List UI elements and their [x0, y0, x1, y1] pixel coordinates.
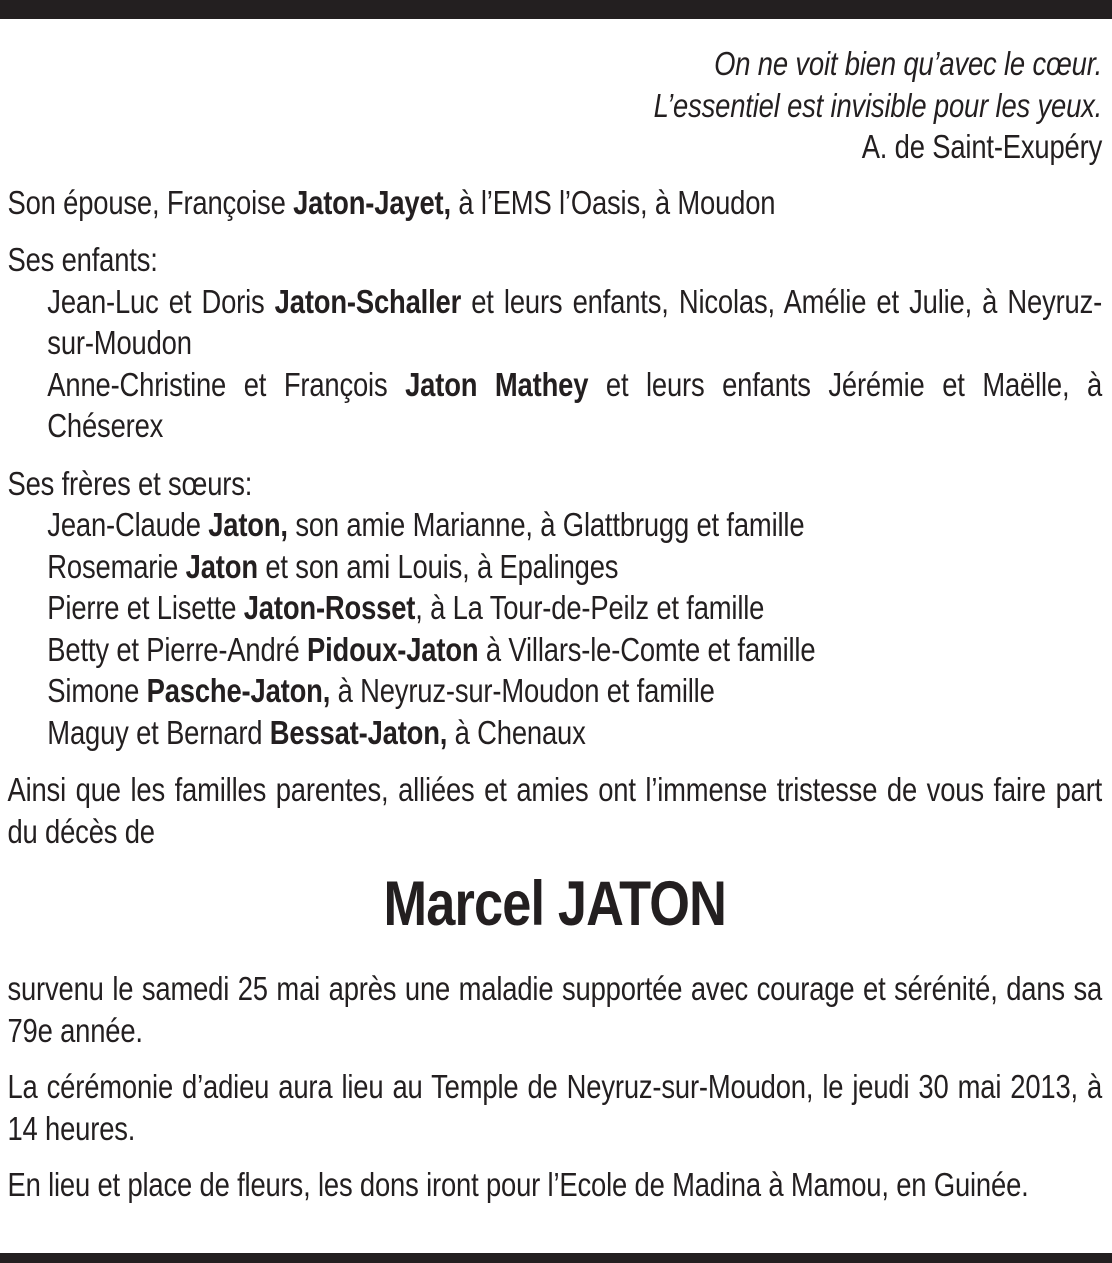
siblings-section	[7, 463, 1102, 754]
sibling-post-text: à Neyruz-sur-Moudon et famille	[330, 672, 715, 709]
child-family-name: Jaton-Schaller	[274, 282, 462, 320]
epigraph	[7, 43, 1102, 168]
sibling-pre-text: Rosemarie	[47, 547, 186, 585]
sibling-post-text: à Villars-le-Comte et famille	[478, 630, 816, 668]
spouse-family-name: Jaton-Jayet,	[293, 183, 451, 221]
siblings-label: Ses frères et sœurs:	[7, 464, 253, 502]
sibling-post-text: , à La Tour-de-Peilz et famille	[415, 589, 765, 626]
sibling-item	[7, 546, 1102, 588]
ceremony-details: La cérémonie d’adieu aura lieu au Temple de Neyruz-sur-Moudon, le jeudi 30 mai 2013, à 14 heures.	[7, 1068, 1103, 1147]
sibling-pre-text: Maguy et Bernard	[47, 713, 270, 751]
sibling-post-text: à Chenaux	[447, 713, 586, 751]
donation-details: En lieu et place de fleurs, les dons iront pour l’Ecole de Madina à Mamou, en Guinée.	[7, 1166, 1029, 1203]
sibling-family-name: Jaton,	[208, 506, 288, 543]
sibling-pre-text: Simone	[47, 672, 147, 709]
announcement-text: Ainsi que les familles parentes, alliées et amies ont l’immense tristesse de vous faire part du décès de	[7, 771, 1103, 850]
sibling-family-name: Bessat-Jaton,	[269, 713, 448, 751]
sibling-item	[7, 712, 1102, 754]
sibling-pre-text: Jean-Claude	[47, 506, 209, 543]
epigraph-attribution: A. de Saint-Exupéry	[861, 128, 1103, 165]
deceased-name: Marcel JATON	[383, 869, 727, 939]
children-section	[7, 239, 1102, 447]
top-rule	[0, 0, 1112, 19]
child-post-text: et leurs enfants Jérémie et Maëlle, à Chéserex	[47, 365, 1103, 444]
child-item	[7, 281, 1102, 364]
sibling-family-name: Jaton-Rosset	[243, 589, 416, 626]
spouse-pre-text: Son épouse, Françoise	[7, 183, 294, 221]
sibling-post-text: et son ami Louis, à Epalinges	[257, 547, 619, 585]
child-pre-text: Anne-Christine et François	[47, 365, 406, 403]
sibling-item	[7, 670, 1102, 712]
sibling-item	[7, 587, 1102, 629]
notice-column	[0, 19, 1112, 1206]
sibling-post-text: son amie Marianne, à Glattbrugg et famille	[287, 506, 805, 543]
child-family-name: Jaton Mathey	[405, 365, 589, 403]
bottom-rule	[0, 1253, 1112, 1263]
sibling-family-name: Pidoux-Jaton	[306, 630, 479, 668]
death-details: survenu le samedi 25 mai après une maladie supportée avec courage et sérénité, dans sa 79e année.	[7, 970, 1103, 1049]
epigraph-line-1: On ne voit bien qu’avec le cœur.	[714, 45, 1103, 82]
sibling-pre-text: Pierre et Lisette	[47, 589, 244, 626]
child-post-text: et leurs enfants, Nicolas, Amélie et Julie, à Neyruz-sur-Moudon	[47, 282, 1103, 361]
sibling-family-name: Pasche-Jaton,	[146, 672, 331, 709]
sibling-item	[7, 504, 1102, 546]
epigraph-line-2: L’essentiel est invisible pour les yeux.	[653, 86, 1103, 124]
child-item	[7, 364, 1102, 447]
notice-content	[0, 19, 1112, 1206]
sibling-family-name: Jaton	[185, 547, 258, 585]
sibling-item	[7, 629, 1102, 671]
children-label: Ses enfants:	[7, 241, 158, 278]
spouse-line	[7, 182, 1102, 224]
spouse-post-text: à l’EMS l’Oasis, à Moudon	[450, 183, 776, 221]
sibling-pre-text: Betty et Pierre-André	[47, 630, 307, 668]
child-pre-text: Jean-Luc et Doris	[47, 282, 275, 320]
